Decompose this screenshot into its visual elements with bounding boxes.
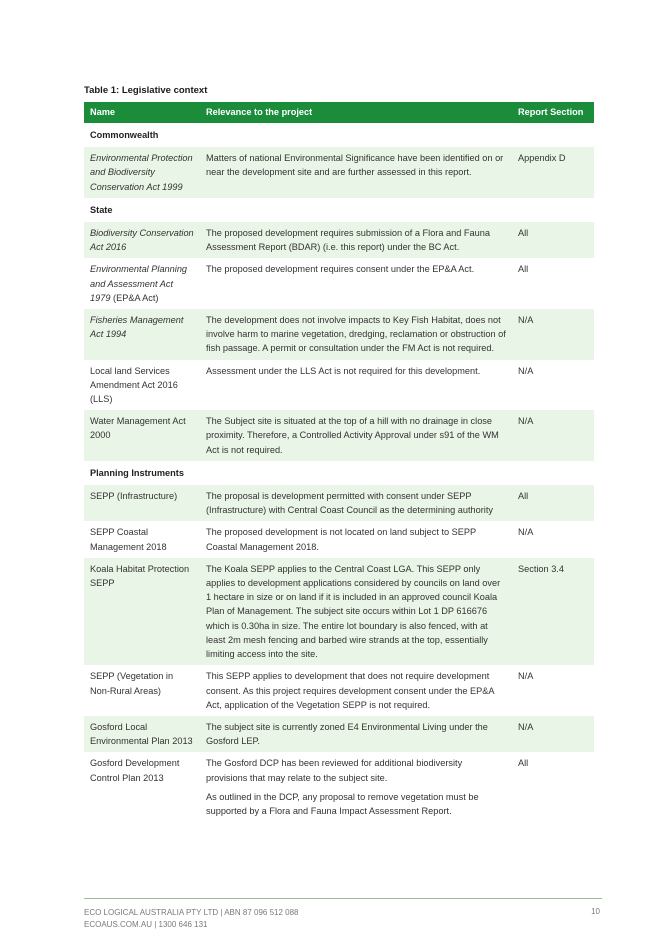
legislation-name-part: Fisheries Management Act 1994: [90, 315, 184, 340]
table-row: [84, 665, 594, 716]
relevance-paragraph: The proposed development requires consent under the EP&A Act.: [206, 264, 475, 275]
table-row: [84, 521, 594, 557]
legislation-name-part: Environmental Planning and Assessment Act 1979: [90, 264, 188, 303]
table-caption: Table 1: Legislative context: [84, 85, 208, 96]
report-section: N/A: [512, 309, 594, 360]
table-header-row: [84, 102, 594, 123]
report-section: All: [512, 222, 594, 258]
relevance-paragraph: This SEPP applies to development that does not require development consent. As this project requires development consent under the EP&A Act, application of the Vegetation SEPP is not required.: [206, 671, 495, 710]
relevance-paragraph: As outlined in the DCP, any proposal to remove vegetation must be supported by a Flora and Fauna Impact Assessment Report.: [206, 791, 479, 816]
legislation-name-part: Environmental Protection and Biodiversity Conservation Act 1999: [90, 153, 193, 192]
legislation-name: [84, 360, 200, 411]
table-row: [84, 716, 594, 752]
table-row: [84, 410, 594, 461]
relevance-paragraph: Assessment under the LLS Act is not required for this development.: [206, 365, 481, 376]
relevance-paragraph: The proposal is development permitted with consent under SEPP (Infrastructure) with Central Coast Council as the determining authority: [206, 491, 493, 516]
table-row: [84, 309, 594, 360]
legislation-name-part: SEPP Coastal Management 2018: [90, 527, 167, 552]
table-row: [84, 222, 594, 258]
report-section: Appendix D: [512, 147, 594, 198]
legislation-name: [84, 309, 200, 360]
legislation-name: [84, 521, 200, 557]
footer-company: [84, 907, 298, 931]
relevance-text: [200, 360, 512, 411]
relevance-paragraph: The Koala SEPP applies to the Central Coast LGA. This SEPP only applies to development applications considered by councils on land over 1 hectare in size or on land if it is included in an approved council Koala Plan of Management. The subject site occurs within Lot 1 DP 616676 which is 0.30ha in size. The entire lot boundary is also fenced, with at least 2m mesh fencing and barbed wire strands at the top, essentially limiting access into the site.: [206, 563, 501, 660]
table-row: [84, 360, 594, 411]
table-row: [84, 258, 594, 309]
section-title: State: [90, 204, 113, 215]
report-section: N/A: [512, 410, 594, 461]
header-relevance: Relevance to the project: [200, 102, 512, 123]
relevance-text: [200, 716, 512, 752]
report-section: All: [512, 258, 594, 309]
page-number: 10: [591, 907, 600, 916]
relevance-paragraph: Matters of national Environmental Significance have been identified on or near the development site and are further assessed in this report.: [206, 153, 504, 178]
table-body: [84, 123, 594, 822]
table-row: [84, 558, 594, 665]
legislation-name: [84, 485, 200, 521]
relevance-text: [200, 222, 512, 258]
legislation-name-part: Gosford Local Environmental Plan 2013: [90, 721, 193, 747]
relevance-text: [200, 309, 512, 360]
footer-line-2: ECOAUS.COM.AU | 1300 646 131: [84, 920, 208, 929]
relevance-text: [200, 665, 512, 716]
section-title: Planning Instruments: [90, 467, 184, 478]
legislation-name: [84, 147, 200, 198]
relevance-text: [200, 558, 512, 665]
report-section: All: [512, 752, 594, 822]
legislation-name: [84, 410, 200, 461]
legislation-name-part: SEPP (Infrastructure): [90, 491, 178, 502]
section-row: [84, 198, 594, 222]
legislation-name: [84, 752, 200, 822]
relevance-text: [200, 485, 512, 521]
relevance-text: [200, 410, 512, 461]
report-section: N/A: [512, 716, 594, 752]
table-row: [84, 752, 594, 822]
legislation-name: [84, 558, 200, 665]
relevance-text: [200, 752, 512, 822]
table-row: [84, 147, 594, 198]
report-section: N/A: [512, 665, 594, 716]
section-title: Commonwealth: [90, 130, 159, 140]
legislative-context-table: [84, 102, 594, 822]
table-row: [84, 485, 594, 521]
legislation-name-part: Water Management Act 2000: [90, 416, 186, 441]
relevance-paragraph: The subject site is currently zoned E4 Environmental Living under the Gosford LEP.: [206, 721, 488, 747]
header-report-section: Report Section: [512, 102, 594, 123]
legislation-name: [84, 665, 200, 716]
relevance-paragraph: The proposed development requires submission of a Flora and Fauna Assessment Report (BDAR) (i.e. this report) under the BC Act.: [206, 228, 490, 253]
report-section: All: [512, 485, 594, 521]
footer-divider: [84, 898, 602, 899]
relevance-text: [200, 258, 512, 309]
report-section: N/A: [512, 521, 594, 557]
legislation-name-part: Biodiversity Conservation Act 2016: [90, 228, 194, 253]
legislation-name: [84, 258, 200, 309]
relevance-paragraph: The Gosford DCP has been reviewed for additional biodiversity provisions that may relate to the subject site.: [206, 758, 463, 783]
relevance-text: [200, 147, 512, 198]
legislation-name: [84, 716, 200, 752]
relevance-paragraph: The Subject site is situated at the top of a hill with no drainage in close proximity. Therefore, a Controlled Activity Approval under s91 of the WM Act is not required.: [206, 416, 499, 455]
report-section: N/A: [512, 360, 594, 411]
header-name: Name: [84, 102, 200, 123]
relevance-text: [200, 521, 512, 557]
legislation-name-part: Gosford Development Control Plan 2013: [90, 758, 180, 783]
section-row: [84, 461, 594, 485]
report-section: Section 3.4: [512, 558, 594, 665]
legislation-name-part: (EP&A Act): [110, 292, 159, 303]
footer-line-1: ECO LOGICAL AUSTRALIA PTY LTD | ABN 87 096 512 088: [84, 908, 299, 917]
relevance-paragraph: The development does not involve impacts to Key Fish Habitat, does not involve harm to marine vegetation, dredging, reclamation or obstruction of fish passage. A permit or consultation under the FM Act is not required.: [206, 315, 506, 354]
legislation-name-part: Koala Habitat Protection SEPP: [90, 563, 190, 589]
legislation-name: [84, 222, 200, 258]
legislation-name-part: SEPP (Vegetation in Non-Rural Areas): [90, 671, 174, 696]
legislation-name-part: Local land Services Amendment Act 2016 (LLS): [90, 365, 178, 405]
relevance-paragraph: The proposed development is not located on land subject to SEPP Coastal Management 2018.: [206, 527, 477, 552]
section-row: [84, 123, 594, 147]
